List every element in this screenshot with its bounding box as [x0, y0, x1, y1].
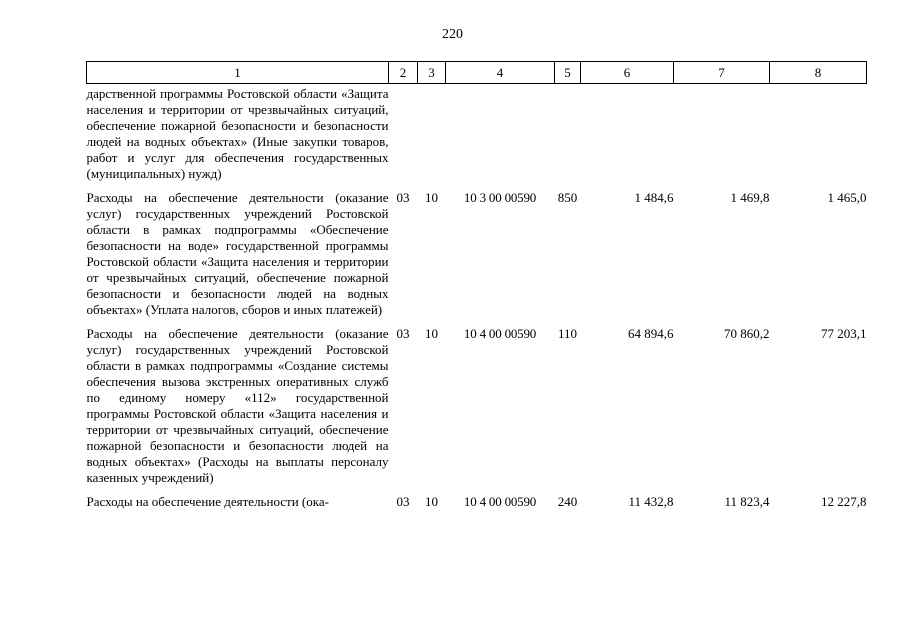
row-description: Расходы на обеспечение деятельности (ока- [86, 494, 329, 509]
row-subsection: 10 [425, 326, 438, 341]
budget-table [86, 61, 867, 510]
row-target-article: 10 4 00 00590 [463, 494, 537, 509]
header-col-5: 5 [555, 62, 581, 84]
row-subsection: 10 [425, 190, 438, 205]
row-target-article: 10 4 00 00590 [463, 326, 537, 341]
table-row [87, 182, 867, 318]
row-target-article [446, 84, 555, 183]
row-expense-type [555, 84, 581, 183]
row-expense-type: 240 [557, 494, 578, 509]
row-amount-year-1 [581, 84, 674, 183]
row-expense-type: 110 [557, 326, 578, 341]
header-col-1: 1 [87, 62, 389, 84]
row-section [389, 84, 418, 183]
row-amount-year-1: 1 484,6 [634, 190, 674, 205]
row-amount-year-1: 11 432,8 [628, 494, 674, 509]
header-col-7: 7 [674, 62, 770, 84]
row-amount-year-2 [674, 84, 770, 183]
header-col-6: 6 [581, 62, 674, 84]
row-amount-year-1: 64 894,6 [628, 326, 674, 341]
header-row [87, 62, 867, 84]
row-description: дарственной программы Ростовской области «Защита населения и территории от чрезвычайных ситуаций, обеспечение пожарной безопасности и безопасности людей на водных объектах» (Иные закупки товаров, работ и услуг для обеспечения государственных (муниципальных) нужд) [86, 86, 389, 181]
row-section: 03 [396, 190, 410, 205]
row-amount-year-3: 1 465,0 [827, 190, 867, 205]
row-amount-year-2: 11 823,4 [724, 494, 770, 509]
row-subsection: 10 [425, 494, 438, 509]
table-row [87, 318, 867, 486]
header-col-8: 8 [770, 62, 867, 84]
row-amount-year-2: 1 469,8 [730, 190, 770, 205]
row-amount-year-2: 70 860,2 [724, 326, 770, 341]
header-col-4: 4 [446, 62, 555, 84]
table-row [87, 84, 867, 183]
row-amount-year-3 [770, 84, 867, 183]
row-amount-year-3: 77 203,1 [821, 326, 867, 341]
row-description: Расходы на обеспечение деятельности (оказание услуг) государственных учреждений Ростовской области в рамках подпрограммы «Создание системы обеспечения вызова экстренных оперативных служб по единому номеру «112» государственной программы Ростовской области «Защита населения и территории от чрезвычайных ситуаций, обеспечение пожарной безопасности и безопасности людей на водных объектах» (Расходы на выплаты персоналу казенных учреждений) [86, 326, 389, 485]
row-section: 03 [396, 326, 410, 341]
row-target-article: 10 3 00 00590 [463, 190, 537, 205]
row-amount-year-3: 12 227,8 [821, 494, 867, 509]
page-number: 220 [442, 27, 463, 42]
header-col-2: 2 [389, 62, 418, 84]
row-description: Расходы на обеспечение деятельности (оказание услуг) государственных учреждений Ростовской области в рамках подпрограммы «Обеспечение безопасности на воде» государственной программы Ростовской области «Защита населения и территории от чрезвычайных ситуаций, обеспечение пожарной безопасности и безопасности людей на водных объектах» (Уплата налогов, сборов и иных платежей) [86, 190, 389, 317]
table-row [87, 486, 867, 510]
header-col-3: 3 [418, 62, 446, 84]
row-expense-type: 850 [557, 190, 578, 205]
row-section: 03 [396, 494, 410, 509]
row-subsection [418, 84, 446, 183]
